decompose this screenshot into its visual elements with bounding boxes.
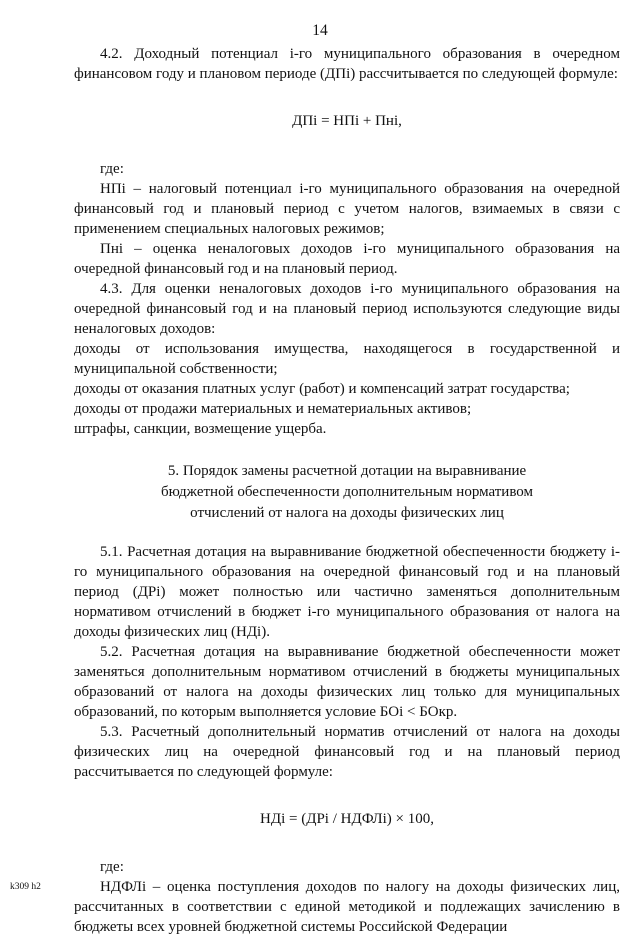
formula-nd: НДi = (ДРi / НДФЛi) × 100,: [260, 811, 434, 827]
section-5-heading: [74, 461, 620, 524]
heading-line-2: бюджетной обеспеченности дополнительным нормативом: [160, 484, 534, 500]
paragraph-5-2: 5.2. Расчетная дотация на выравнивание бюджетной обеспеченности может заменяться дополнительным нормативом отчислений в бюджеты муниципальных образований от налога на доходы физических лиц только для муниципальных образований, по которым выполняется условие БОi < БОкр.: [74, 644, 620, 720]
formula-dp: ДПi = НПi + Пнi,: [292, 113, 402, 129]
heading-line-1: 5. Порядок замены расчетной дотации на выравнивание: [167, 463, 527, 479]
list-item-fines: штрафы, санкции, возмещение ущерба.: [74, 421, 327, 437]
footer-code: k309 h2: [10, 882, 41, 892]
where-label-1: где:: [100, 161, 124, 177]
where-label-2: где:: [100, 859, 124, 875]
list-item-property-income: доходы от использования имущества, находящегося в государственной и муниципальной собственности;: [74, 341, 620, 377]
paragraph-5-1: 5.1. Расчетная дотация на выравнивание бюджетной обеспеченности бюджету i-го муниципального образования на очередной финансовый год и на плановый период (ДРi) может полностью или частично заменяться дополнительным нормативом отчислений в бюджет i-го муниципального образования от налога на доходы физических лиц (НДi).: [74, 544, 620, 640]
definition-pni: Пнi – оценка неналоговых доходов i-го муниципального образования на очередной финансовый год и на плановый период.: [74, 241, 620, 277]
list-item-paid-services: доходы от оказания платных услуг (работ) и компенсаций затрат государства;: [74, 381, 570, 397]
paragraph-5-3: 5.3. Расчетный дополнительный норматив отчислений от налога на доходы физических лиц на очередной финансовый год и на плановый период рассчитывается по следующей формуле:: [74, 724, 620, 780]
paragraph-4-3: 4.3. Для оценки неналоговых доходов i-го муниципального образования на очередной финансовый год и на плановый период используются следующие виды неналоговых доходов:: [74, 281, 620, 337]
list-item-asset-sales: доходы от продажи материальных и нематериальных активов;: [74, 401, 472, 417]
heading-line-3: отчислений от налога на доходы физических лиц: [190, 505, 504, 521]
document-body: [74, 44, 620, 937]
definition-npi: НПi – налоговый потенциал i-го муниципального образования на очередной финансовый год и плановый период с учетом налогов, взимаемых в связи с применением специальных налоговых режимов;: [74, 181, 620, 237]
paragraph-4-2: 4.2. Доходный потенциал i-го муниципального образования в очередном финансовом году и плановом периоде (ДПi) рассчитывается по следующей формуле:: [74, 46, 620, 82]
definition-ndfl: НДФЛi – оценка поступления доходов по налогу на доходы физических лиц, рассчитанных в соответствии с единой методикой и подлежащих зачислению в бюджеты всех уровней бюджетной системы Российской Федерации: [74, 879, 620, 935]
page-number: 14: [312, 22, 328, 39]
